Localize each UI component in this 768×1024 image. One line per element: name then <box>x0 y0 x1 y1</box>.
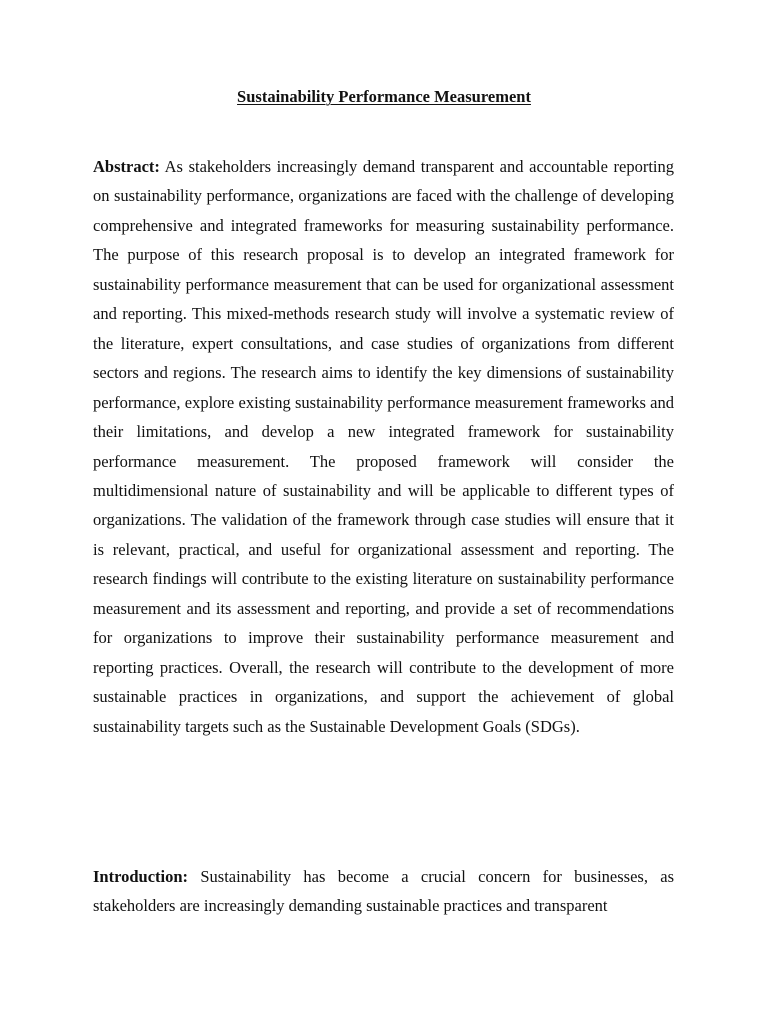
introduction-label: Introduction: <box>93 867 189 886</box>
abstract-text: As stakeholders increasingly demand transparent and accountable reporting on sustainability performance, organizations are faced with the challenge of developing comprehensive and integrated frameworks for measuring sustainability performance. The purpose of this research proposal is to develop an integrated framework for sustainability performance measurement that can be used for organizational assessment and reporting. This mixed-methods research study will involve a systematic review of the literature, expert consultations, and case studies of organizations from different sectors and regions. The research aims to identify the key dimensions of sustainability performance, explore existing sustainability performance measurement frameworks and their limitations, and develop a new integrated framework for sustainability performance measurement. The proposed framework will consider the multidimensional nature of sustainability and will be applicable to different types of organizations. The validation of the framework through case studies will ensure that it is relevant, practical, and useful for organizational assessment and reporting. The research findings will contribute to the existing literature on sustainability performance measurement and its assessment and reporting, and provide a set of recommendations for organizations to improve their sustainability performance measurement and reporting practices. Overall, the research will contribute to the development of more sustainable practices in organizations, and support the achievement of global sustainability targets such as the Sustainable Development Goals (SDGs). <box>93 157 675 736</box>
introduction-text: Sustainability has become a crucial concern for businesses, as stakeholders are increasingly demanding sustainable practices and transparent <box>93 867 675 916</box>
abstract-label: Abstract: <box>93 157 160 176</box>
introduction-paragraph <box>93 862 674 921</box>
abstract-paragraph <box>93 152 674 741</box>
page-title: Sustainability Performance Measurement <box>237 87 531 106</box>
